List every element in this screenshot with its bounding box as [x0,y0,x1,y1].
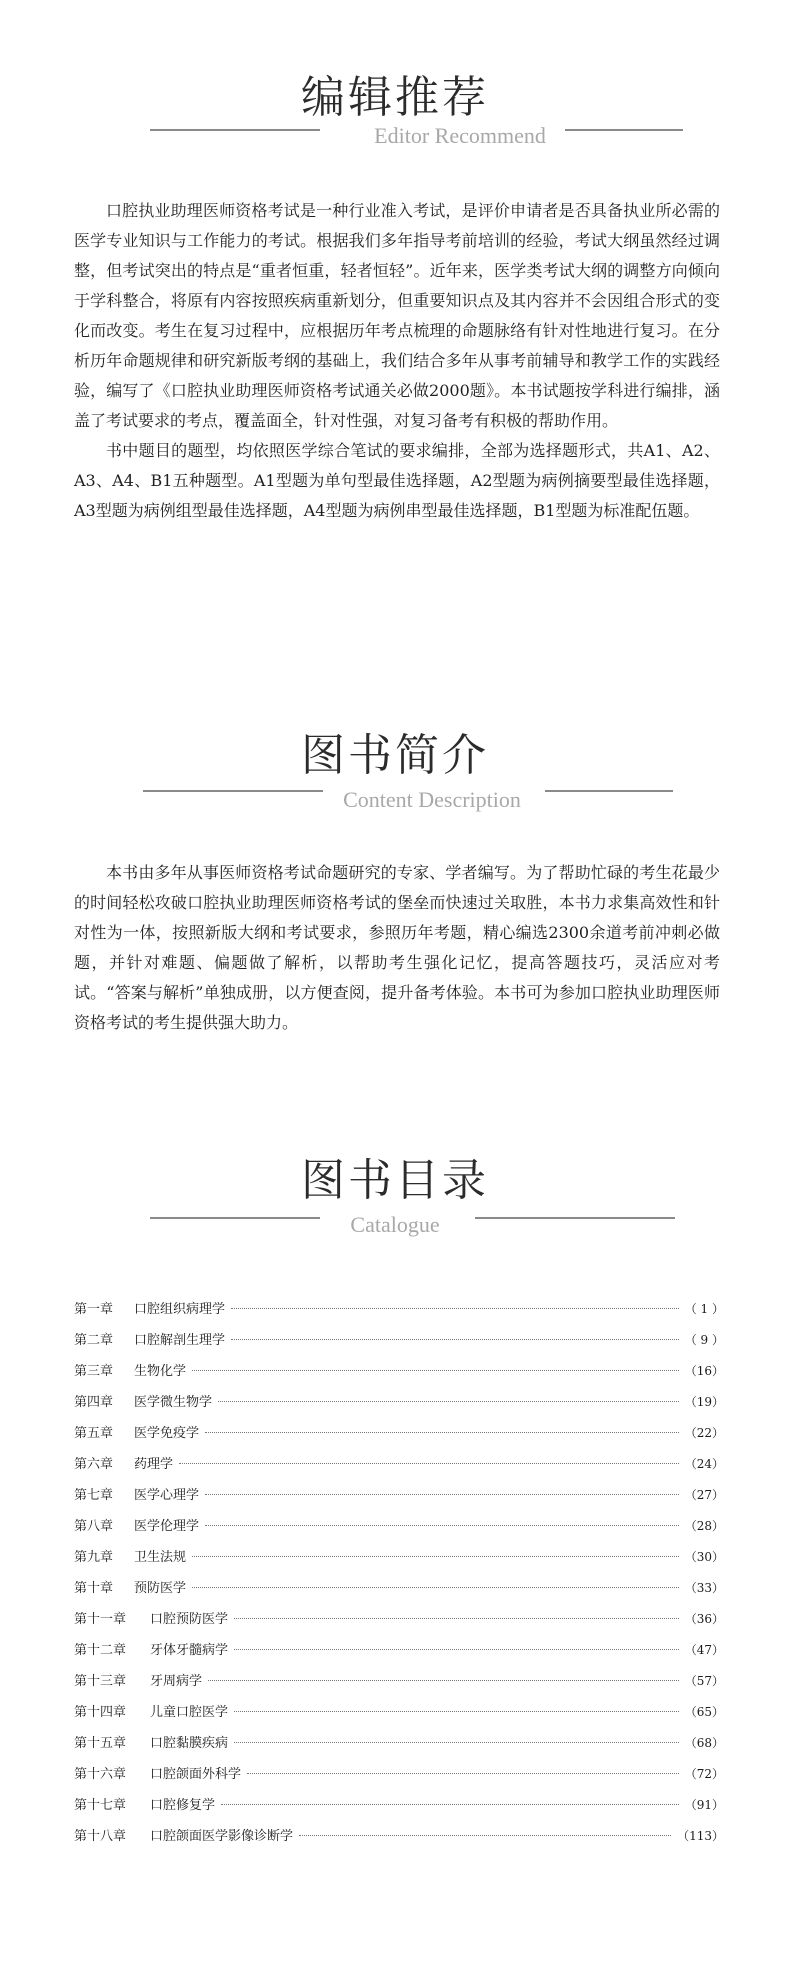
toc-page: （47） [684,1643,724,1657]
toc-row [74,1825,724,1856]
toc-chapter: 第五章 [74,1426,114,1441]
toc-page: （65） [684,1705,724,1719]
toc-page: （22） [684,1426,724,1440]
editor-title: 编辑推荐 [301,72,489,123]
toc-leader [234,1649,679,1650]
toc-row [74,1329,724,1360]
editor-body [74,196,720,526]
toc-page: （27） [684,1488,724,1502]
toc-leader [234,1618,679,1619]
toc-page: （68） [684,1736,724,1750]
toc-leader [208,1680,679,1681]
toc-chapter: 第六章 [74,1457,114,1472]
toc-chapter: 第八章 [74,1519,114,1534]
toc-leader [205,1494,679,1495]
toc-row [74,1794,724,1825]
toc-row [74,1546,724,1577]
toc-title: 口腔修复学 [150,1798,216,1813]
toc-page: （28） [684,1519,724,1533]
toc-leader [205,1432,679,1433]
toc-row [74,1484,724,1515]
toc-page: （33） [684,1581,724,1595]
editor-paragraph: 书中题目的题型，均依照医学综合笔试的要求编排，全部为选择题形式，共A1、A2、A3、A4、B1五种题型。A1型题为单句型最佳选择题，A2型题为病例摘要型最佳选择题，A3型题为病例组型最佳选择题，A4型题为病例串型最佳选择题，B1型题为标准配伍题。 [74,441,720,520]
toc-title: 预防医学 [134,1581,187,1596]
toc-title: 医学免疫学 [134,1426,200,1441]
toc-title: 牙周病学 [150,1674,203,1689]
toc-row [74,1701,724,1732]
toc-leader [231,1308,679,1309]
toc-chapter: 第四章 [74,1395,114,1410]
toc-page: （ 9 ） [684,1333,724,1347]
toc-leader [247,1773,679,1774]
toc-page: （57） [684,1674,724,1688]
toc-page: （72） [684,1767,724,1781]
content-body [74,858,720,1038]
toc-row [74,1639,724,1670]
toc-chapter: 第九章 [74,1550,114,1565]
toc-leader [231,1339,679,1340]
toc-leader [234,1742,679,1743]
toc-chapter: 第十二章 [74,1643,127,1658]
toc-page: （ 1 ） [684,1302,724,1316]
toc-title: 口腔颌面外科学 [150,1767,242,1782]
toc-page: （91） [684,1798,724,1812]
toc-title: 口腔组织病理学 [134,1302,226,1317]
toc-chapter: 第十七章 [74,1798,127,1813]
catalogue-subtitle: Catalogue [350,1212,440,1237]
toc-row [74,1515,724,1546]
toc-chapter: 第一章 [74,1302,114,1317]
toc-title: 医学微生物学 [134,1395,213,1410]
toc-chapter: 第三章 [74,1364,114,1379]
toc-row [74,1453,724,1484]
toc-row [74,1391,724,1422]
toc-page: （16） [684,1364,724,1378]
toc-title: 药理学 [134,1457,174,1472]
toc-leader [192,1587,679,1588]
toc-row [74,1360,724,1391]
toc-row [74,1732,724,1763]
toc-row [74,1298,724,1329]
toc-page: （24） [684,1457,724,1471]
toc-page: （30） [684,1550,724,1564]
toc-chapter: 第十六章 [74,1767,127,1782]
toc-row [74,1422,724,1453]
toc-row [74,1670,724,1701]
toc-leader [299,1835,671,1836]
toc-leader [221,1804,679,1805]
toc-chapter: 第十章 [74,1581,114,1596]
toc-chapter: 第二章 [74,1333,114,1348]
toc-title: 医学伦理学 [134,1519,200,1534]
toc-chapter: 第十三章 [74,1674,127,1689]
content-paragraph: 本书由多年从事医师资格考试命题研究的专家、学者编写。为了帮助忙碌的考生花最少的时间轻松攻破口腔执业助理医师资格考试的堡垒而快速过关取胜，本书力求集高效性和针对性为一体，按照新版大纲和考试要求，参照历年考题，精心编选2300余道考前冲刺必做题，并针对难题、偏题做了解析，以帮助考生强化记忆，提高答题技巧，灵活应对考试。“答案与解析”单独成册，以方便查阅，提升备考体验。本书可为参加口腔执业助理医师资格考试的考生提供强大助力。 [74,863,720,1032]
toc-page: （19） [684,1395,724,1409]
content-subtitle: Content Description [343,787,521,812]
toc-chapter: 第十一章 [74,1612,127,1627]
toc-leader [205,1525,679,1526]
toc-row [74,1608,724,1639]
toc-title: 医学心理学 [134,1488,200,1503]
catalogue-list [74,1298,724,1856]
toc-chapter: 第七章 [74,1488,114,1503]
editor-paragraph: 口腔执业助理医师资格考试是一种行业准入考试，是评价申请者是否具备执业所必需的医学专业知识与工作能力的考试。根据我们多年指导考前培训的经验，考试大纲虽然经过调整，但考试突出的特点是“重者恒重，轻者恒轻”。近年来，医学类考试大纲的调整方向倾向于学科整合，将原有内容按照疾病重新划分，但重要知识点及其内容并不会因组合形式的变化而改变。考生在复习过程中，应根据历年考点梳理的命题脉络有针对性地进行复习。在分析历年命题规律和研究新版考纲的基础上，我们结合多年从事考前辅导和教学工作的实践经验，编写了《口腔执业助理医师资格考试通关必做2000题》。本书试题按学科进行编排，涵盖了考试要求的考点，覆盖面全，针对性强，对复习备考有积极的帮助作用。 [74,201,720,430]
toc-row [74,1763,724,1794]
toc-row [74,1577,724,1608]
content-title: 图书简介 [301,730,489,781]
toc-leader [192,1370,679,1371]
toc-page: （113） [677,1829,724,1843]
toc-chapter: 第十四章 [74,1705,127,1720]
toc-title: 生物化学 [134,1364,187,1379]
toc-leader [192,1556,679,1557]
toc-leader [234,1711,679,1712]
toc-chapter: 第十五章 [74,1736,127,1751]
toc-leader [179,1463,679,1464]
toc-title: 儿童口腔医学 [150,1705,229,1720]
toc-title: 口腔预防医学 [150,1612,229,1627]
toc-title: 口腔黏膜疾病 [150,1736,229,1751]
toc-title: 口腔解剖生理学 [134,1333,226,1348]
toc-title: 口腔颌面医学影像诊断学 [150,1829,294,1844]
toc-title: 牙体牙髓病学 [150,1643,229,1658]
toc-title: 卫生法规 [134,1550,187,1565]
catalogue-title: 图书目录 [301,1155,489,1206]
toc-chapter: 第十八章 [74,1829,127,1844]
toc-leader [218,1401,679,1402]
editor-subtitle: Editor Recommend [374,123,546,148]
toc-page: （36） [684,1612,724,1626]
